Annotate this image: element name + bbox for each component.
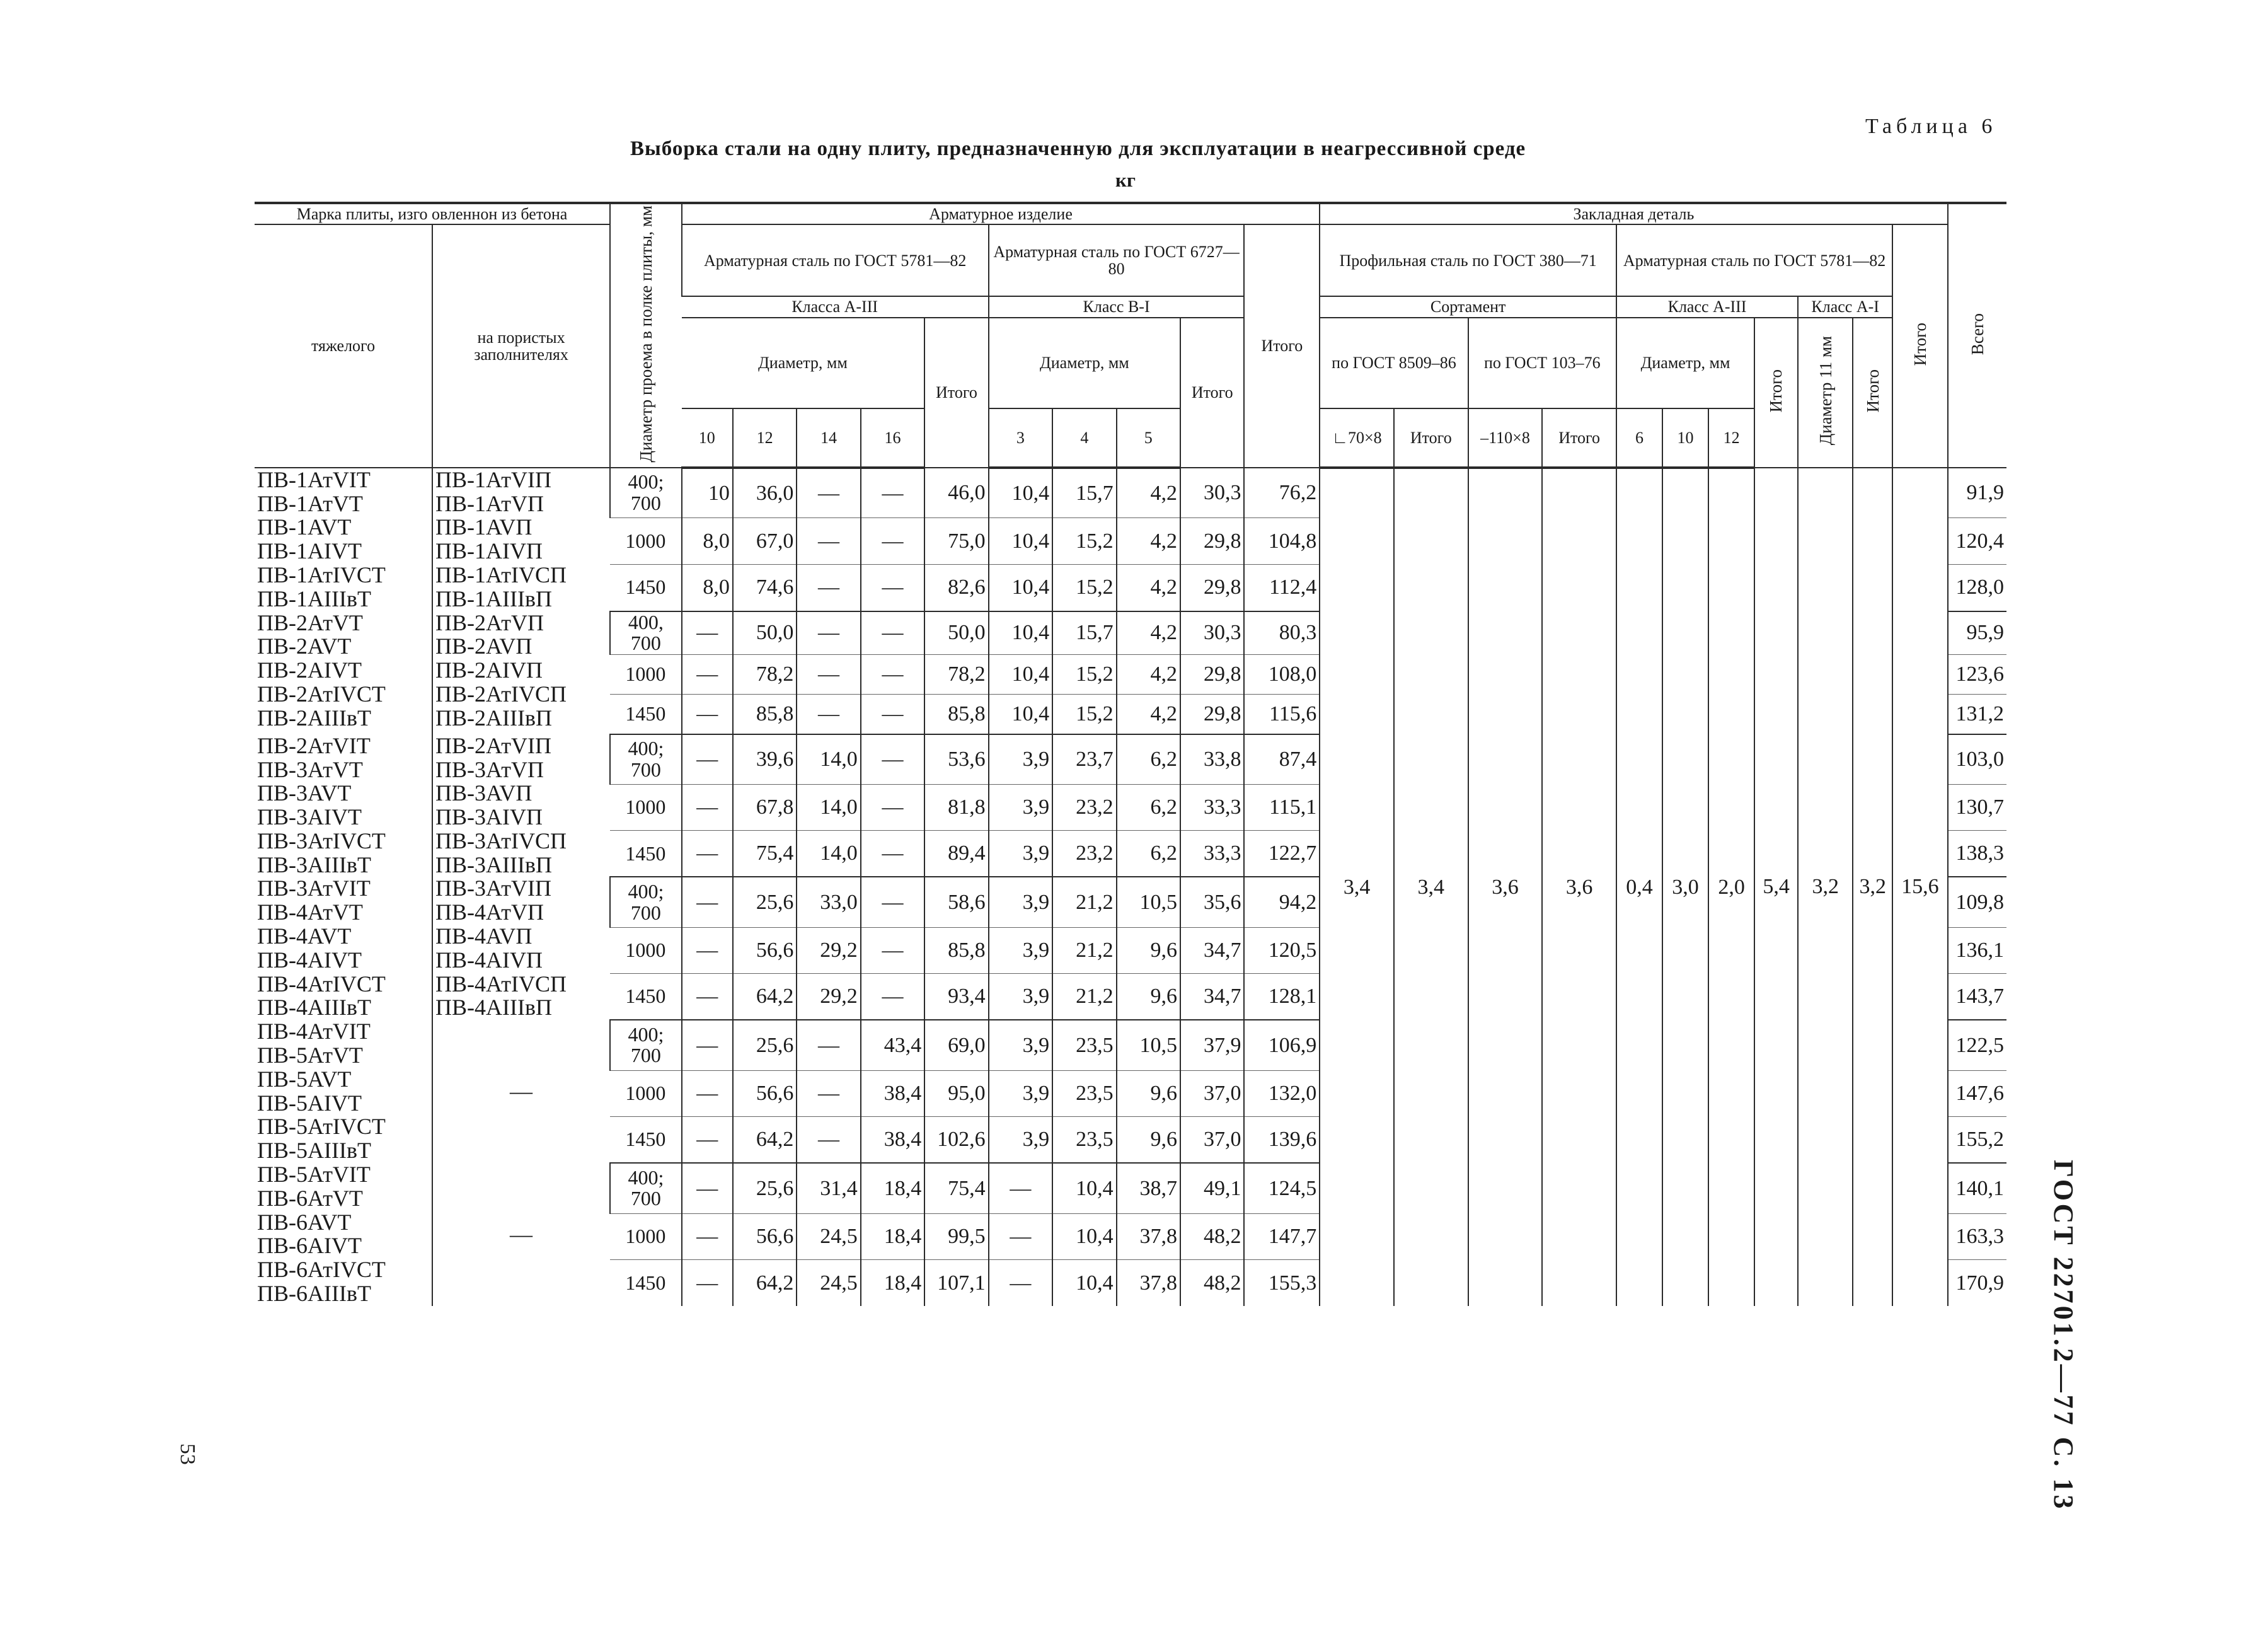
d5-header: 5 xyxy=(1117,408,1180,468)
class-a3-header: Класса А-III xyxy=(682,296,989,317)
value-cell: 23,5 xyxy=(1052,1070,1116,1116)
porous-marks: — xyxy=(432,1163,610,1306)
d10-header: 10 xyxy=(682,408,733,468)
value-cell: 56,6 xyxy=(733,927,797,973)
value-cell: 37,8 xyxy=(1117,1260,1180,1306)
value-cell: 78,2 xyxy=(924,654,988,694)
opening-diameter: 1000 xyxy=(610,927,682,973)
value-cell: — xyxy=(797,1116,860,1163)
value-cell: — xyxy=(682,785,733,831)
grand-total-cell: 103,0 xyxy=(1948,734,2006,785)
embedded-value: 3,4 xyxy=(1394,468,1468,1306)
value-cell: — xyxy=(682,734,733,785)
value-cell: 23,2 xyxy=(1052,831,1116,877)
profile-steel-header: Профильная сталь по ГОСТ 380—71 xyxy=(1320,224,1616,296)
heavy-marks: ПВ-2АтVIT ПВ-3АтVT ПВ-3AVT ПВ-3AIVT ПВ-3АтIVCT ПВ-3АIIIвТ xyxy=(257,732,386,877)
value-cell: — xyxy=(797,468,860,518)
value-cell: 34,7 xyxy=(1180,927,1244,973)
value-cell: 56,6 xyxy=(733,1070,797,1116)
grand-total-cell: 91,9 xyxy=(1948,468,2006,518)
embedded-value: 0,4 xyxy=(1616,468,1662,1306)
value-cell: 4,2 xyxy=(1117,564,1180,611)
value-cell: 33,3 xyxy=(1180,831,1244,877)
value-cell: 10,4 xyxy=(989,654,1052,694)
value-cell: — xyxy=(797,518,860,565)
value-cell: 89,4 xyxy=(924,831,988,877)
value-cell: 37,0 xyxy=(1180,1116,1244,1163)
value-cell: 15,2 xyxy=(1052,518,1116,565)
page-title: Выборка стали на одну плиту, предназначенную для эксплуатации в неагрессивной среде xyxy=(630,137,1526,160)
value-cell: 3,9 xyxy=(989,877,1052,927)
value-cell: 67,8 xyxy=(733,785,797,831)
value-cell: 95,0 xyxy=(924,1070,988,1116)
diameter-11-header: Диаметр 11 мм xyxy=(1798,318,1853,468)
gost-8509-header: по ГОСТ 8509–86 xyxy=(1320,318,1468,408)
value-cell: 34,7 xyxy=(1180,973,1244,1020)
value-cell: 87,4 xyxy=(1244,734,1320,785)
value-cell: — xyxy=(861,611,924,655)
value-cell: 4,2 xyxy=(1117,468,1180,518)
value-cell: 3,9 xyxy=(989,831,1052,877)
value-cell: 29,8 xyxy=(1180,518,1244,565)
value-cell: — xyxy=(989,1213,1052,1260)
opening-diameter-header: Диаметр проема в полке плиты, мм xyxy=(610,203,682,468)
strip-total-header: Итого xyxy=(1542,408,1616,468)
value-cell: — xyxy=(682,1213,733,1260)
opening-diameter: 1000 xyxy=(610,785,682,831)
value-cell: — xyxy=(682,1070,733,1116)
value-cell: 43,4 xyxy=(861,1020,924,1070)
value-cell: — xyxy=(861,654,924,694)
value-cell: — xyxy=(989,1260,1052,1306)
value-cell: 10,4 xyxy=(1052,1260,1116,1306)
value-cell: 3,9 xyxy=(989,1116,1052,1163)
value-cell: 67,0 xyxy=(733,518,797,565)
value-cell: 104,8 xyxy=(1244,518,1320,565)
value-cell: — xyxy=(861,564,924,611)
armature-product-header: Арматурное изделие xyxy=(682,203,1320,224)
value-cell: 37,8 xyxy=(1117,1213,1180,1260)
opening-diameter: 400; 700 xyxy=(610,877,682,927)
value-cell: — xyxy=(682,877,733,927)
value-cell: 9,6 xyxy=(1117,973,1180,1020)
value-cell: — xyxy=(989,1163,1052,1213)
value-cell: — xyxy=(797,611,860,655)
value-cell: 107,1 xyxy=(924,1260,988,1306)
value-cell: 74,6 xyxy=(733,564,797,611)
value-cell: 14,0 xyxy=(797,831,860,877)
opening-diameter: 400; 700 xyxy=(610,1020,682,1070)
value-cell: 10,4 xyxy=(989,468,1052,518)
grand-total-cell: 131,2 xyxy=(1948,694,2006,734)
value-cell: 75,4 xyxy=(733,831,797,877)
value-cell: 3,9 xyxy=(989,1020,1052,1070)
embedded-value: 15,6 xyxy=(1892,468,1947,1306)
diameter-b1-header: Диаметр, мм xyxy=(989,318,1180,408)
value-cell: 15,2 xyxy=(1052,694,1116,734)
value-cell: 15,2 xyxy=(1052,654,1116,694)
grand-total-cell: 163,3 xyxy=(1948,1213,2006,1260)
value-cell: 29,8 xyxy=(1180,654,1244,694)
grand-total-cell: 120,4 xyxy=(1948,518,2006,565)
e6-header: 6 xyxy=(1616,408,1662,468)
grand-total-cell: 95,9 xyxy=(1948,611,2006,655)
value-cell: 21,2 xyxy=(1052,927,1116,973)
value-cell: 9,6 xyxy=(1117,1116,1180,1163)
value-cell: 10,4 xyxy=(989,611,1052,655)
value-cell: 35,6 xyxy=(1180,877,1244,927)
strip-header: –110×8 xyxy=(1468,408,1543,468)
value-cell: 106,9 xyxy=(1244,1020,1320,1070)
value-cell: 64,2 xyxy=(733,973,797,1020)
d12-header: 12 xyxy=(733,408,797,468)
e12-header: 12 xyxy=(1708,408,1754,468)
value-cell: 112,4 xyxy=(1244,564,1320,611)
value-cell: 49,1 xyxy=(1180,1163,1244,1213)
value-cell: 36,0 xyxy=(733,468,797,518)
value-cell: 10,4 xyxy=(1052,1213,1116,1260)
opening-diameter: 1450 xyxy=(610,973,682,1020)
steel-selection-table xyxy=(255,202,2006,1306)
embedded-steel-5781-header: Арматурная сталь по ГОСТ 5781—82 xyxy=(1616,224,1892,296)
page-number: 53 xyxy=(176,1443,199,1465)
value-cell: 76,2 xyxy=(1244,468,1320,518)
value-cell: 33,8 xyxy=(1180,734,1244,785)
value-cell: 14,0 xyxy=(797,734,860,785)
value-cell: 30,3 xyxy=(1180,611,1244,655)
value-cell: — xyxy=(682,611,733,655)
value-cell: — xyxy=(861,927,924,973)
grand-total-cell: 122,5 xyxy=(1948,1020,2006,1070)
heavy-marks: ПВ-3АтVIT ПВ-4АтVT ПВ-4AVT ПВ-4AIVT ПВ-4АтIVCT ПВ-4АIIIвТ xyxy=(257,876,386,1020)
value-cell: — xyxy=(682,973,733,1020)
value-cell: — xyxy=(797,694,860,734)
a3-total-header: Итого xyxy=(924,318,988,468)
steel-6727-header: Арматурная сталь по ГОСТ 6727—80 xyxy=(989,224,1245,296)
opening-diameter: 1450 xyxy=(610,1116,682,1163)
heavy-marks: ПВ-2АтVT ПВ-2AVT ПВ-2AIVT ПВ-2АтIVCT ПВ-2АIIIвТ xyxy=(257,610,386,731)
value-cell: 6,2 xyxy=(1117,831,1180,877)
embedded-a3-total-header: Итого xyxy=(1754,318,1798,468)
value-cell: 85,8 xyxy=(924,694,988,734)
value-cell: 9,6 xyxy=(1117,927,1180,973)
value-cell: 80,3 xyxy=(1244,611,1320,655)
grand-total-cell: 138,3 xyxy=(1948,831,2006,877)
value-cell: 78,2 xyxy=(733,654,797,694)
value-cell: 25,6 xyxy=(733,877,797,927)
opening-diameter: 400; 700 xyxy=(610,1163,682,1213)
value-cell: 9,6 xyxy=(1117,1070,1180,1116)
value-cell: — xyxy=(682,1116,733,1163)
value-cell: 102,6 xyxy=(924,1116,988,1163)
value-cell: 24,5 xyxy=(797,1213,860,1260)
value-cell: 93,4 xyxy=(924,973,988,1020)
value-cell: 23,5 xyxy=(1052,1116,1116,1163)
value-cell: 18,4 xyxy=(861,1163,924,1213)
embedded-value: 3,2 xyxy=(1798,468,1853,1306)
value-cell: 10,5 xyxy=(1117,877,1180,927)
value-cell: 38,4 xyxy=(861,1070,924,1116)
grand-total-cell: 109,8 xyxy=(1948,877,2006,927)
mark-group-header: Марка плиты, изго овленнон из бетона xyxy=(255,203,610,224)
embedded-value: 3,6 xyxy=(1542,468,1616,1306)
value-cell: 29,8 xyxy=(1180,694,1244,734)
embedded-value: 3,4 xyxy=(1320,468,1394,1306)
porous-marks: ПВ-3АтVIП ПВ-4АтVП ПВ-4AVП ПВ-4AIVП ПВ-4АтIVCП ПВ-4АIIIвП xyxy=(432,877,610,1020)
value-cell: 48,2 xyxy=(1180,1213,1244,1260)
value-cell: 31,4 xyxy=(797,1163,860,1213)
value-cell: 53,6 xyxy=(924,734,988,785)
value-cell: 122,7 xyxy=(1244,831,1320,877)
value-cell: — xyxy=(861,785,924,831)
value-cell: 37,9 xyxy=(1180,1020,1244,1070)
value-cell: 21,2 xyxy=(1052,973,1116,1020)
angle-header: ∟70×8 xyxy=(1320,408,1394,468)
embedded-value: 2,0 xyxy=(1708,468,1754,1306)
porous-marks: ПВ-2АтVП ПВ-2AVП ПВ-2AIVП ПВ-2АтIVCП ПВ-2АIIIвП xyxy=(432,611,610,734)
value-cell: 8,0 xyxy=(682,518,733,565)
value-cell: — xyxy=(682,654,733,694)
value-cell: 4,2 xyxy=(1117,694,1180,734)
embedded-total-header: Итого xyxy=(1892,224,1947,467)
embedded-part-header: Закладная деталь xyxy=(1320,203,1947,224)
value-cell: 15,7 xyxy=(1052,611,1116,655)
grand-total-cell: 123,6 xyxy=(1948,654,2006,694)
value-cell: 10,4 xyxy=(989,564,1052,611)
value-cell: 46,0 xyxy=(924,468,988,518)
value-cell: 115,1 xyxy=(1244,785,1320,831)
value-cell: 94,2 xyxy=(1244,877,1320,927)
value-cell: 99,5 xyxy=(924,1213,988,1260)
value-cell: 24,5 xyxy=(797,1260,860,1306)
opening-diameter: 1000 xyxy=(610,1070,682,1116)
grand-total-cell: 170,9 xyxy=(1948,1260,2006,1306)
value-cell: 50,0 xyxy=(733,611,797,655)
value-cell: 8,0 xyxy=(682,564,733,611)
value-cell: 6,2 xyxy=(1117,785,1180,831)
opening-diameter: 400, 700 xyxy=(610,611,682,655)
diameter-embedded-header: Диаметр, мм xyxy=(1616,318,1754,408)
opening-diameter: 400; 700 xyxy=(610,468,682,518)
d4-header: 4 xyxy=(1052,408,1116,468)
value-cell: 15,7 xyxy=(1052,468,1116,518)
value-cell: 3,9 xyxy=(989,973,1052,1020)
heavy-marks: ПВ-1АтVIT ПВ-1АтVT ПВ-1AVT ПВ-1AIVT ПВ-1АтIVCT ПВ-1АIIIвТ xyxy=(257,466,386,611)
grand-total-cell: 130,7 xyxy=(1948,785,2006,831)
value-cell: 18,4 xyxy=(861,1260,924,1306)
b1-total-header: Итого xyxy=(1180,318,1244,468)
opening-diameter: 1450 xyxy=(610,564,682,611)
value-cell: 4,2 xyxy=(1117,518,1180,565)
value-cell: 23,7 xyxy=(1052,734,1116,785)
value-cell: 39,6 xyxy=(733,734,797,785)
grand-total-cell: 128,0 xyxy=(1948,564,2006,611)
class-a1-header: Класс А-I xyxy=(1798,296,1892,317)
value-cell: 30,3 xyxy=(1180,468,1244,518)
value-cell: — xyxy=(861,734,924,785)
gost-103-header: по ГОСТ 103–76 xyxy=(1468,318,1616,408)
value-cell: — xyxy=(861,694,924,734)
value-cell: 3,9 xyxy=(989,734,1052,785)
value-cell: 115,6 xyxy=(1244,694,1320,734)
embedded-value: 3,6 xyxy=(1468,468,1543,1306)
value-cell: 33,0 xyxy=(797,877,860,927)
value-cell: 3,9 xyxy=(989,1070,1052,1116)
value-cell: 37,0 xyxy=(1180,1070,1244,1116)
value-cell: 4,2 xyxy=(1117,611,1180,655)
grand-total-cell: 140,1 xyxy=(1948,1163,2006,1213)
value-cell: 38,7 xyxy=(1117,1163,1180,1213)
grand-total-cell: 155,2 xyxy=(1948,1116,2006,1163)
value-cell: 4,2 xyxy=(1117,654,1180,694)
table-row xyxy=(255,468,2006,518)
porous-marks: ПВ-1АтVIП ПВ-1АтVП ПВ-1AVП ПВ-1AIVП ПВ-1АтIVCП ПВ-1АIIIвП xyxy=(432,468,610,611)
value-cell: 21,2 xyxy=(1052,877,1116,927)
value-cell: 81,8 xyxy=(924,785,988,831)
value-cell: 29,2 xyxy=(797,927,860,973)
opening-diameter: 1450 xyxy=(610,694,682,734)
opening-diameter: 1450 xyxy=(610,1260,682,1306)
value-cell: 3,9 xyxy=(989,927,1052,973)
value-cell: — xyxy=(682,927,733,973)
class-a3-embedded-header: Класс А-III xyxy=(1616,296,1798,317)
value-cell: 147,7 xyxy=(1244,1213,1320,1260)
value-cell: 85,8 xyxy=(924,927,988,973)
opening-diameter: 400; 700 xyxy=(610,734,682,785)
value-cell: 38,4 xyxy=(861,1116,924,1163)
standard-reference: ГОСТ 22701.2—77 С. 13 xyxy=(2048,1160,2079,1511)
value-cell: 155,3 xyxy=(1244,1260,1320,1306)
grand-total-header: Всего xyxy=(1948,203,2006,468)
value-cell: 18,4 xyxy=(861,1213,924,1260)
embedded-value: 3,2 xyxy=(1853,468,1892,1306)
value-cell: 15,2 xyxy=(1052,564,1116,611)
value-cell: 10,5 xyxy=(1117,1020,1180,1070)
value-cell: — xyxy=(682,1020,733,1070)
value-cell: 120,5 xyxy=(1244,927,1320,973)
grand-total-cell: 136,1 xyxy=(1948,927,2006,973)
opening-diameter: 1000 xyxy=(610,1213,682,1260)
value-cell: 25,6 xyxy=(733,1020,797,1070)
value-cell: 64,2 xyxy=(733,1260,797,1306)
value-cell: 56,6 xyxy=(733,1213,797,1260)
value-cell: 29,2 xyxy=(797,973,860,1020)
value-cell: 23,5 xyxy=(1052,1020,1116,1070)
value-cell: 6,2 xyxy=(1117,734,1180,785)
d14-header: 14 xyxy=(797,408,860,468)
porous-marks: ПВ-2АтVIП ПВ-3АтVП ПВ-3AVП ПВ-3AIVП ПВ-3АтIVCП ПВ-3АIIIвП xyxy=(432,734,610,877)
value-cell: 128,1 xyxy=(1244,973,1320,1020)
value-cell: — xyxy=(682,1163,733,1213)
d3-header: 3 xyxy=(989,408,1052,468)
value-cell: — xyxy=(861,973,924,1020)
sortament-header: Сортамент xyxy=(1320,296,1616,317)
value-cell: 58,6 xyxy=(924,877,988,927)
value-cell: 75,0 xyxy=(924,518,988,565)
value-cell: 69,0 xyxy=(924,1020,988,1070)
value-cell: — xyxy=(861,518,924,565)
embedded-value: 5,4 xyxy=(1754,468,1798,1306)
value-cell: — xyxy=(797,1070,860,1116)
grand-total-cell: 143,7 xyxy=(1948,973,2006,1020)
table-label: Таблица 6 xyxy=(1865,115,1997,138)
value-cell: — xyxy=(797,654,860,694)
heavy-marks: ПВ-4АтVIT ПВ-5АтVT ПВ-5AVT ПВ-5AIVT ПВ-5АтIVCT ПВ-5АIIIвТ xyxy=(257,1019,386,1164)
value-cell: 23,2 xyxy=(1052,785,1116,831)
porous-marks: — xyxy=(432,1020,610,1163)
class-b1-header: Класс В-I xyxy=(989,296,1245,317)
value-cell: 29,8 xyxy=(1180,564,1244,611)
value-cell: 10,4 xyxy=(989,694,1052,734)
value-cell: 33,3 xyxy=(1180,785,1244,831)
value-cell: 85,8 xyxy=(733,694,797,734)
value-cell: — xyxy=(861,877,924,927)
value-cell: 10,4 xyxy=(1052,1163,1116,1213)
d16-header: 16 xyxy=(861,408,924,468)
value-cell: 124,5 xyxy=(1244,1163,1320,1213)
value-cell: 14,0 xyxy=(797,785,860,831)
grand-total-cell: 147,6 xyxy=(1948,1070,2006,1116)
value-cell: — xyxy=(797,1020,860,1070)
heavy-concrete-header: тяжелого xyxy=(255,224,432,467)
value-cell: 139,6 xyxy=(1244,1116,1320,1163)
value-cell: — xyxy=(682,694,733,734)
value-cell: — xyxy=(861,831,924,877)
value-cell: 132,0 xyxy=(1244,1070,1320,1116)
diameter-header: Диаметр, мм xyxy=(682,318,925,408)
value-cell: 108,0 xyxy=(1244,654,1320,694)
value-cell: — xyxy=(861,468,924,518)
value-cell: — xyxy=(682,831,733,877)
embedded-value: 3,0 xyxy=(1662,468,1708,1306)
value-cell: — xyxy=(797,564,860,611)
e10-header: 10 xyxy=(1662,408,1708,468)
steel-5781-header: Арматурная сталь по ГОСТ 5781—82 xyxy=(682,224,989,296)
a1-total-header: Итого xyxy=(1853,318,1892,468)
heavy-marks: ПВ-5АтVIT ПВ-6АтVT ПВ-6AVT ПВ-6AIVT ПВ-6АтIVCT ПВ-6АIIIвТ xyxy=(257,1162,386,1307)
armature-total-header: Итого xyxy=(1244,224,1320,467)
opening-diameter: 1000 xyxy=(610,518,682,565)
table-body xyxy=(255,468,2006,1306)
opening-diameter: 1000 xyxy=(610,654,682,694)
value-cell: — xyxy=(682,1260,733,1306)
value-cell: 82,6 xyxy=(924,564,988,611)
value-cell: 75,4 xyxy=(924,1163,988,1213)
angle-total-header: Итого xyxy=(1394,408,1468,468)
value-cell: 3,9 xyxy=(989,785,1052,831)
units-label: кг xyxy=(1115,169,1136,191)
porous-aggregate-header: на пористых заполнителях xyxy=(432,224,610,467)
value-cell: 10,4 xyxy=(989,518,1052,565)
opening-diameter: 1450 xyxy=(610,831,682,877)
value-cell: 64,2 xyxy=(733,1116,797,1163)
value-cell: 10 xyxy=(682,468,733,518)
value-cell: 50,0 xyxy=(924,611,988,655)
value-cell: 48,2 xyxy=(1180,1260,1244,1306)
value-cell: 25,6 xyxy=(733,1163,797,1213)
